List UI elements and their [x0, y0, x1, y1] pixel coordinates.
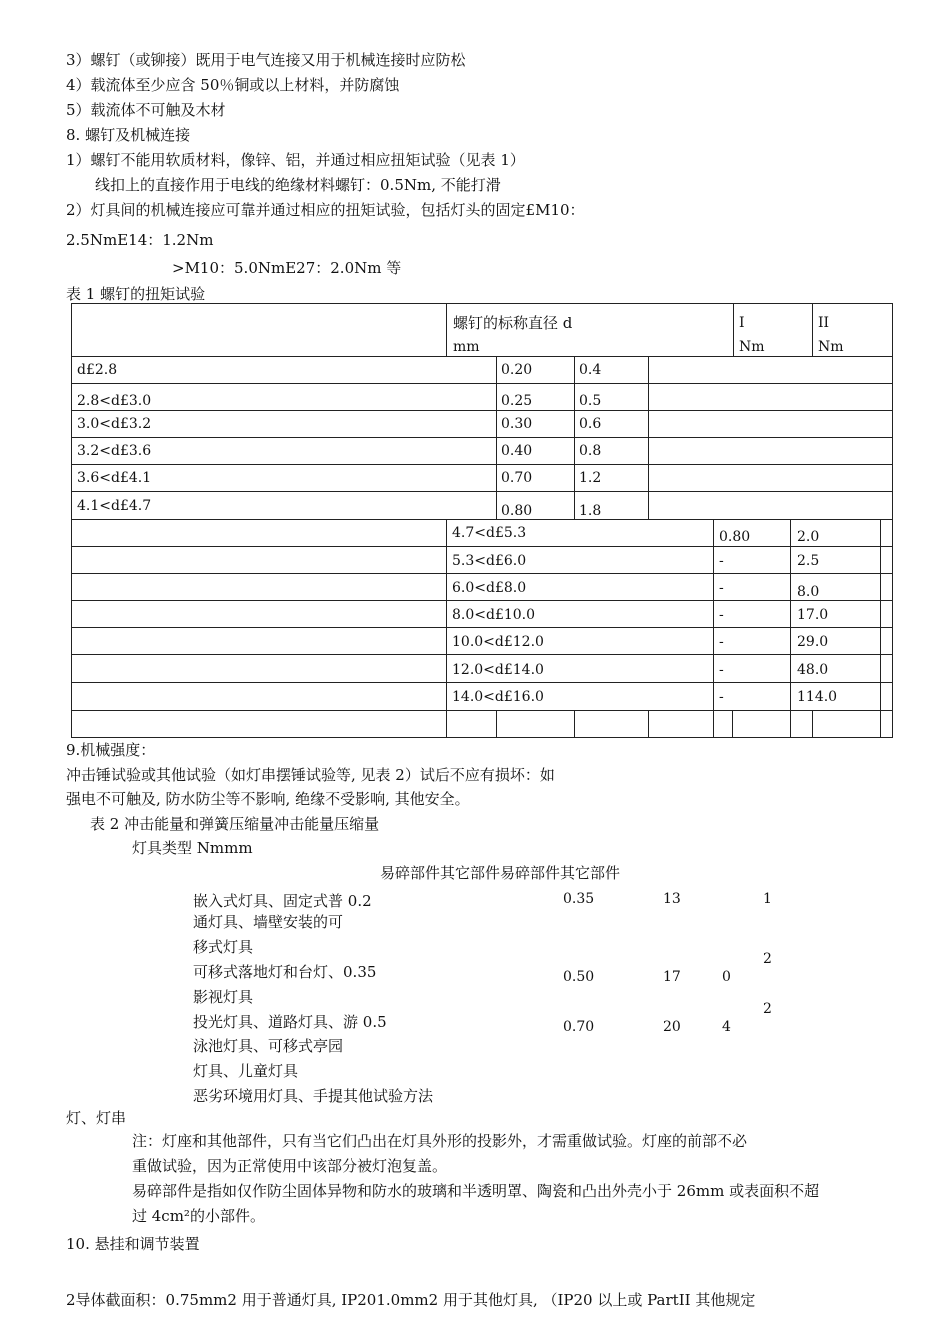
table1-range: 4.7<d£5.3 — [452, 525, 527, 541]
section-9-line-2: 强电不可触及, 防水防尘等不影响, 绝缘不受影响, 其他安全。 — [66, 790, 470, 808]
intro-line-8: 2.5NmE14：1.2Nm — [66, 231, 214, 249]
note-line-3: 易碎部件是指如仅作防尘固体异物和防水的玻璃和半透明罩、陶瓷和凸出外壳小于 26mm 或表面积不超 — [132, 1182, 820, 1200]
table1-value-1: - — [719, 580, 724, 596]
table2-tail: 灯、灯串 — [66, 1109, 127, 1127]
table1-header-col2-unit: Nm — [818, 339, 844, 355]
table1-range: 6.0<d£8.0 — [452, 580, 527, 596]
table1-range: 3.2<d£3.6 — [77, 443, 152, 459]
intro-line-2: 4）载流体至少应含 50％铜或以上材料，并防腐蚀 — [66, 76, 400, 94]
table2-row-2-value-c: 0 — [722, 969, 731, 985]
table1-value-2: 0.4 — [579, 362, 602, 378]
note-line-2: 重做试验，因为正常使用中该部分被灯泡复盖。 — [132, 1157, 448, 1175]
table1-value-1: - — [719, 634, 724, 650]
table1-value-2: 0.6 — [579, 416, 602, 432]
table2-row-3-type: 灯具、儿童灯具 — [193, 1062, 299, 1080]
table2-row-2-value-b: 17 — [663, 969, 681, 985]
section-9-line-1: 冲击锤试验或其他试验（如灯串摆锤试验等, 见表 2）试后不应有损坏：如 — [66, 766, 555, 784]
table2-row-3-value-d: 2 — [763, 1001, 772, 1017]
table1-value-1: - — [719, 662, 724, 678]
table2-row-1-type: 移式灯具 — [193, 938, 254, 956]
table2-type-header: 灯具类型 Nmmm — [132, 839, 253, 857]
table1-value-1: 0.40 — [501, 443, 533, 459]
section-10-title: 10. 悬挂和调节装置 — [66, 1235, 200, 1253]
table2-row-2-value-d: 2 — [763, 951, 772, 967]
intro-line-5: 1）螺钉不能用软质材料，像锌、铝，并通过相应扭矩试验（见表 1） — [66, 151, 525, 169]
intro-line-1: 3）螺钉（或铆接）既用于电气连接又用于机械连接时应防松 — [66, 51, 466, 69]
intro-line-3: 5）载流体不可触及木材 — [66, 101, 226, 119]
table2-row-1-value-d: 1 — [763, 891, 772, 907]
table1-header-col2: II — [818, 315, 830, 331]
table1-value-2: 2.0 — [797, 529, 820, 545]
table2-row-3-value-c: 4 — [722, 1019, 731, 1035]
table2-row-3-type: 恶劣环境用灯具、手提其他试验方法 — [193, 1087, 434, 1105]
table1-value-2: 0.8 — [579, 443, 602, 459]
footer-line: 2导体截面积：0.75mm2 用于普通灯具, IP201.0mm2 用于其他灯具, （IP20 以上或 PartII 其他规定 — [66, 1291, 756, 1309]
table1-value-1: 0.30 — [501, 416, 533, 432]
note-line-4: 过 4cm²的小部件。 — [132, 1207, 265, 1225]
table1-value-1: - — [719, 553, 724, 569]
table2-row-2-type: 可移式落地灯和台灯、0.35 — [193, 963, 377, 981]
table2-row-3-value-b: 20 — [663, 1019, 681, 1035]
table1-value-2: 114.0 — [797, 689, 838, 705]
table2-row-1-value-b: 13 — [663, 891, 681, 907]
table1-value-1: 0.70 — [501, 470, 533, 486]
table1-value-1: - — [719, 689, 724, 705]
table1-value-1: 0.25 — [501, 393, 533, 409]
table2-row-2-value-a: 0.50 — [563, 969, 595, 985]
table1-range: 2.8<d£3.0 — [77, 393, 152, 409]
section-8-title: 8. 螺钉及机械连接 — [66, 126, 191, 144]
table1-header-diameter: 螺钉的标称直径 d — [453, 314, 573, 332]
intro-line-9: >M10：5.0NmE27：2.0Nm 等 — [172, 259, 402, 277]
table1-range: 14.0<d£16.0 — [452, 689, 544, 705]
table2-row-3-value-a: 0.70 — [563, 1019, 595, 1035]
intro-line-6: 线扣上的直接作用于电线的绝缘材料螺钉：0.5Nm, 不能打滑 — [95, 176, 501, 194]
table2-row-2-type: 影视灯具 — [193, 988, 254, 1006]
table1-range: 5.3<d£6.0 — [452, 553, 527, 569]
table1-value-1: 0.80 — [501, 503, 533, 519]
table1-header-col1-unit: Nm — [739, 339, 765, 355]
table1-value-2: 8.0 — [797, 584, 820, 600]
section-9-title: 9.机械强度： — [66, 741, 156, 759]
table1-value-2: 29.0 — [797, 634, 829, 650]
table1-header-col1: I — [739, 315, 745, 331]
table1-value-2: 2.5 — [797, 553, 820, 569]
table1-value-2: 0.5 — [579, 393, 602, 409]
table1-range: 12.0<d£14.0 — [452, 662, 544, 678]
note-line-1: 注：灯座和其他部件，只有当它们凸出在灯具外形的投影外，才需重做试验。灯座的前部不必 — [132, 1132, 748, 1150]
table2-parts-header: 易碎部件其它部件易碎部件其它部件 — [380, 864, 621, 882]
table2-row-1-type: 通灯具、墙壁安装的可 — [193, 913, 344, 931]
table1-range: 3.0<d£3.2 — [77, 416, 152, 432]
table1-range: 10.0<d£12.0 — [452, 634, 544, 650]
intro-line-7: 2）灯具间的机械连接应可靠并通过相应的扭矩试验，包括灯头的固定£M10： — [66, 201, 585, 219]
table2-row-1-value-a: 0.35 — [563, 891, 595, 907]
table1-value-1: 0.80 — [719, 529, 751, 545]
table1-value-1: - — [719, 607, 724, 623]
table1-value-2: 48.0 — [797, 662, 829, 678]
table2-row-1-type: 嵌入式灯具、固定式普 0.2 — [193, 892, 372, 910]
table2-row-3-type: 泳池灯具、可移式亭园 — [193, 1037, 344, 1055]
table1-value-2: 1.2 — [579, 470, 602, 486]
table1-value-2: 17.0 — [797, 607, 829, 623]
table1-value-1: 0.20 — [501, 362, 533, 378]
table1-header-diameter-unit: mm — [453, 339, 480, 355]
table2-row-3-type: 投光灯具、道路灯具、游 0.5 — [193, 1013, 387, 1031]
table2-caption: 表 2 冲击能量和弹簧压缩量冲击能量压缩量 — [90, 815, 380, 833]
table1-range: d£2.8 — [77, 362, 118, 378]
table1-range: 8.0<d£10.0 — [452, 607, 536, 623]
table1-range: 3.6<d£4.1 — [77, 470, 152, 486]
table1-range: 4.1<d£4.7 — [77, 498, 152, 514]
table1-value-2: 1.8 — [579, 503, 602, 519]
table1-caption: 表 1 螺钉的扭矩试验 — [66, 285, 206, 303]
